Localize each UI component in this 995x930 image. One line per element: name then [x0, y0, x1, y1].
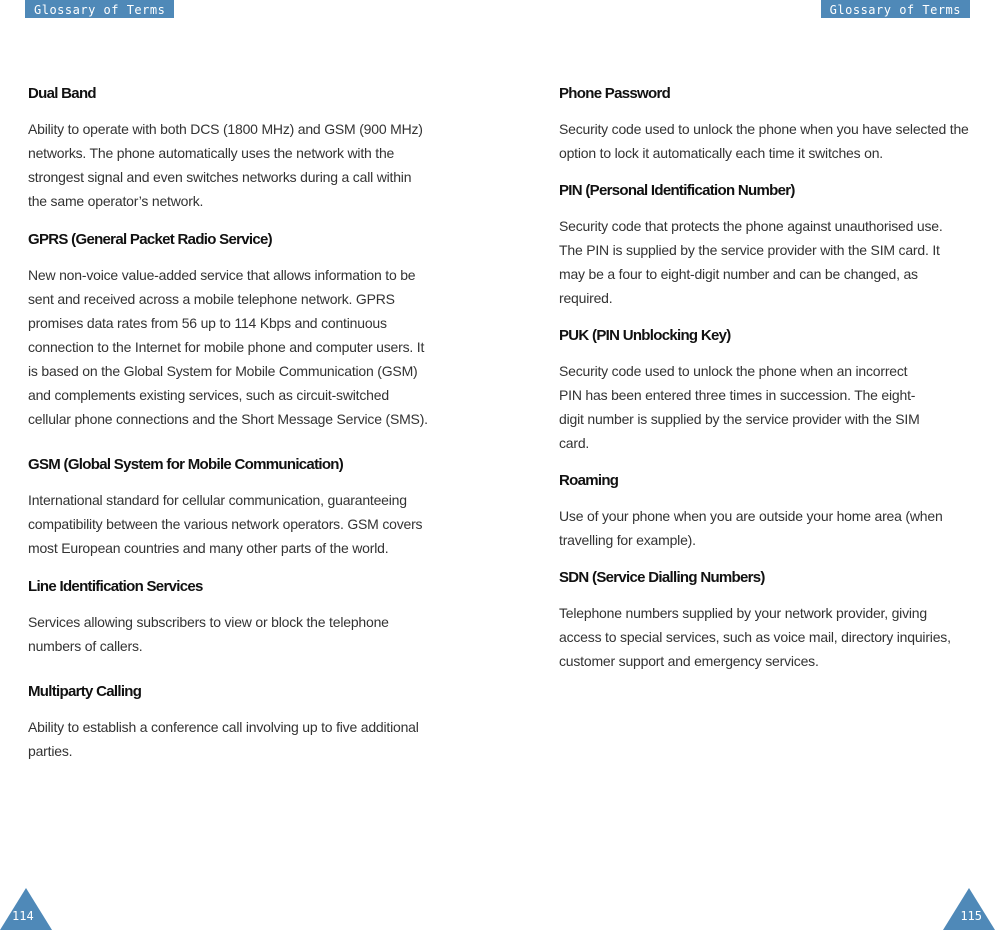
glossary-term: Phone Password [559, 85, 671, 102]
page-corner-left [0, 888, 52, 930]
page-corner-right [943, 888, 995, 930]
glossary-entry [28, 683, 448, 763]
glossary-definition: Use of your phone when you are outside your home area (when travelling for example). [559, 508, 943, 548]
glossary-entry [28, 85, 448, 213]
glossary-definition: Telephone numbers supplied by your network provider, giving access to special services, such as voice mail, directory inquiries, customer support and emergency services. [559, 605, 951, 669]
glossary-entry [559, 85, 979, 165]
right-column [559, 85, 979, 673]
glossary-term: PUK (PIN Unblocking Key) [559, 327, 731, 344]
glossary-term: GPRS (General Packet Radio Service) [28, 231, 272, 248]
glossary-definition: Security code that protects the phone against unauthorised use. The PIN is supplied by the service provider with the SIM card. It may be a four to eight-digit number and can be changed, as required. [559, 218, 943, 306]
glossary-term: Dual Band [28, 85, 96, 102]
glossary-entry [28, 578, 448, 658]
glossary-term: SDN (Service Dialling Numbers) [559, 569, 765, 586]
glossary-definition: Services allowing subscribers to view or block the telephone numbers of callers. [28, 614, 389, 654]
glossary-definition: Security code used to unlock the phone when you have selected the option to lock it automatically each time it switches on. [559, 121, 969, 161]
glossary-term: Line Identification Services [28, 578, 203, 595]
glossary-definition: Security code used to unlock the phone when an incorrect PIN has been entered three times in succession. The eight-digit number is supplied by the service provider with the SIM card. [559, 363, 920, 451]
glossary-term: Multiparty Calling [28, 683, 142, 700]
glossary-term: PIN (Personal Identification Number) [559, 182, 795, 199]
glossary-definition: International standard for cellular communication, guaranteeing compatibility between the various network operators. GSM covers most European countries and many other parts of the world. [28, 492, 423, 556]
glossary-entry [559, 182, 979, 310]
glossary-term: GSM (Global System for Mobile Communication) [28, 456, 344, 473]
glossary-entry [28, 231, 448, 431]
glossary-definition: Ability to establish a conference call involving up to five additional parties. [28, 719, 419, 759]
glossary-term: Roaming [559, 472, 619, 489]
glossary-entry [28, 456, 448, 560]
left-column [28, 85, 448, 763]
header-tab-right: Glossary of Terms [821, 0, 970, 18]
page-number-left: 114 [12, 909, 34, 923]
page-number-right: 115 [960, 909, 982, 923]
glossary-entry [559, 327, 979, 455]
glossary-definition: New non-voice value-added service that allows information to be sent and received across a mobile telephone network. GPRS promises data rates from 56 up to 114 Kbps and continuous connection to the Internet for mobile phone and computer users. It is based on the Global System for Mobile Communication (GSM) and complements existing services, such as circuit-switched cellular phone connections and the Short Message Service (SMS). [28, 267, 428, 427]
glossary-entry [559, 472, 979, 552]
glossary-entry [559, 569, 979, 673]
header-tab-left: Glossary of Terms [25, 0, 174, 18]
glossary-definition: Ability to operate with both DCS (1800 MHz) and GSM (900 MHz) networks. The phone automatically uses the network with the strongest signal and even switches networks during a call within the same operator’s network. [28, 121, 423, 209]
